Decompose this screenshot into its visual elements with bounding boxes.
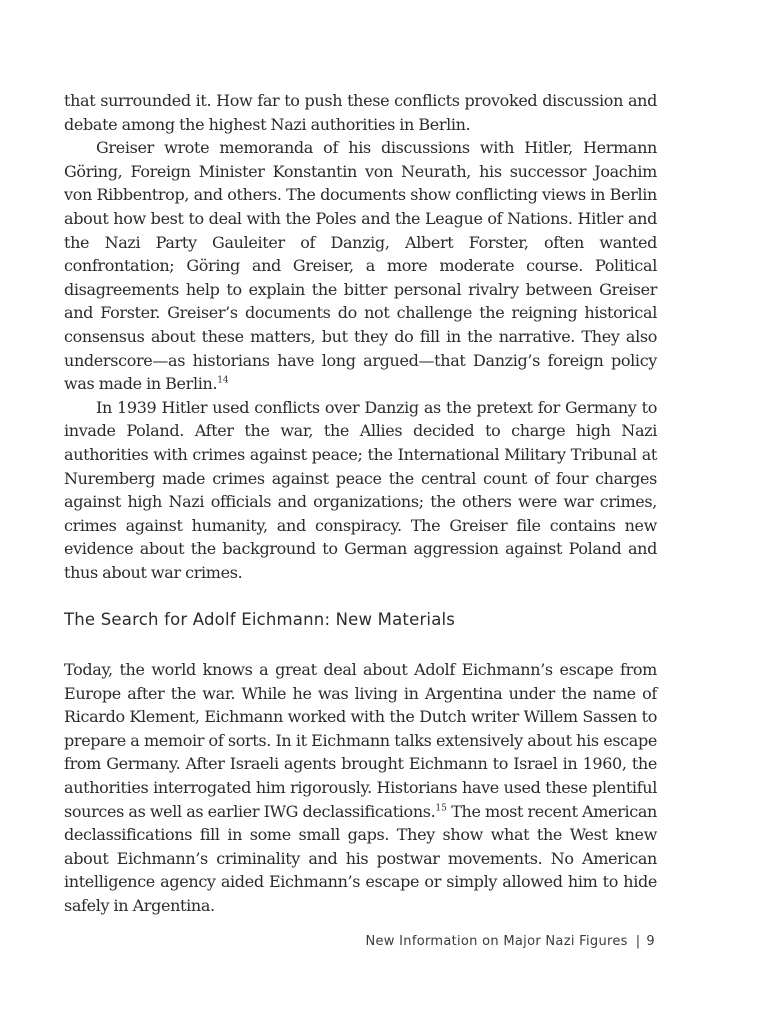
paragraph-continuation: that surrounded it. How far to push these conflicts provoked discussion and debate among the highest Nazi authorities in Berlin. <box>64 91 657 134</box>
footnote-marker-15[interactable]: 15 <box>435 803 447 814</box>
paragraph-danzig-pretext: In 1939 Hitler used conflicts over Danzig as the pretext for Germany to invade Poland. After the war, the Allies decided to charge high Nazi authorities with crimes against peace; the International Military Tribunal at Nuremberg made crimes against peace the central count of four charges against high Nazi officials and organizations; the others were war crimes, crimes against humanity, and conspiracy. The Greiser file contains new evidence about the background to German aggression against Poland and thus about war crimes. <box>64 397 657 582</box>
paragraph-eichmann-text-before: Today, the world knows a great deal about Adolf Eichmann’s escape from Europe after the war. While he was living in Argentina under the name of Ricardo Klement, Eichmann worked with the Dutch writer Willem Sassen to prepare a memoir of sorts. In it Eichmann talks extensively about his escape from Germany. After Israeli agents brought Eichmann to Israel in 1960, the authorities interrogated him rigorously. Historians have used these plentiful sources as well as earlier IWG declassifications. <box>64 660 657 821</box>
running-title: New Information on Major Nazi Figures <box>365 934 628 949</box>
body-text-top <box>64 89 657 584</box>
footer-separator: | <box>635 934 641 949</box>
paragraph-greiser-memoranda <box>64 136 657 396</box>
section-heading: The Search for Adolf Eichmann: New Materials <box>64 610 456 629</box>
running-footer <box>365 934 655 949</box>
paragraph-eichmann <box>64 658 657 918</box>
body-text-bottom <box>64 658 657 918</box>
page-number: 9 <box>646 934 655 949</box>
footnote-marker-14[interactable]: 14 <box>217 375 229 386</box>
paragraph-eichmann-text-after: The most recent American declassifications fill in some small gaps. They show what the West knew about Eichmann’s criminality and his postwar movements. No American intelligence agency aided Eichmann’s escape or simply allowed him to hide safely in Argentina. <box>64 801 658 915</box>
paragraph-greiser-memoranda-text: Greiser wrote memoranda of his discussions with Hitler, Hermann Göring, Foreign Minister Konstantin von Neurath, his successor Joachim von Ribbentrop, and others. The documents show conflicting views in Berlin about how best to deal with the Poles and the League of Nations. Hitler and the Nazi Party Gauleiter of Danzig, Albert Forster, often wanted confrontation; Göring and Greiser, a more moderate course. Political disagreements help to explain the bitter personal rivalry between Greiser and Forster. Greiser’s documents do not challenge the reigning historical consensus about these matters, but they do fill in the narrative. They also underscore—as historians have long argued—that Danzig’s foreign policy was made in Berlin. <box>64 138 657 394</box>
